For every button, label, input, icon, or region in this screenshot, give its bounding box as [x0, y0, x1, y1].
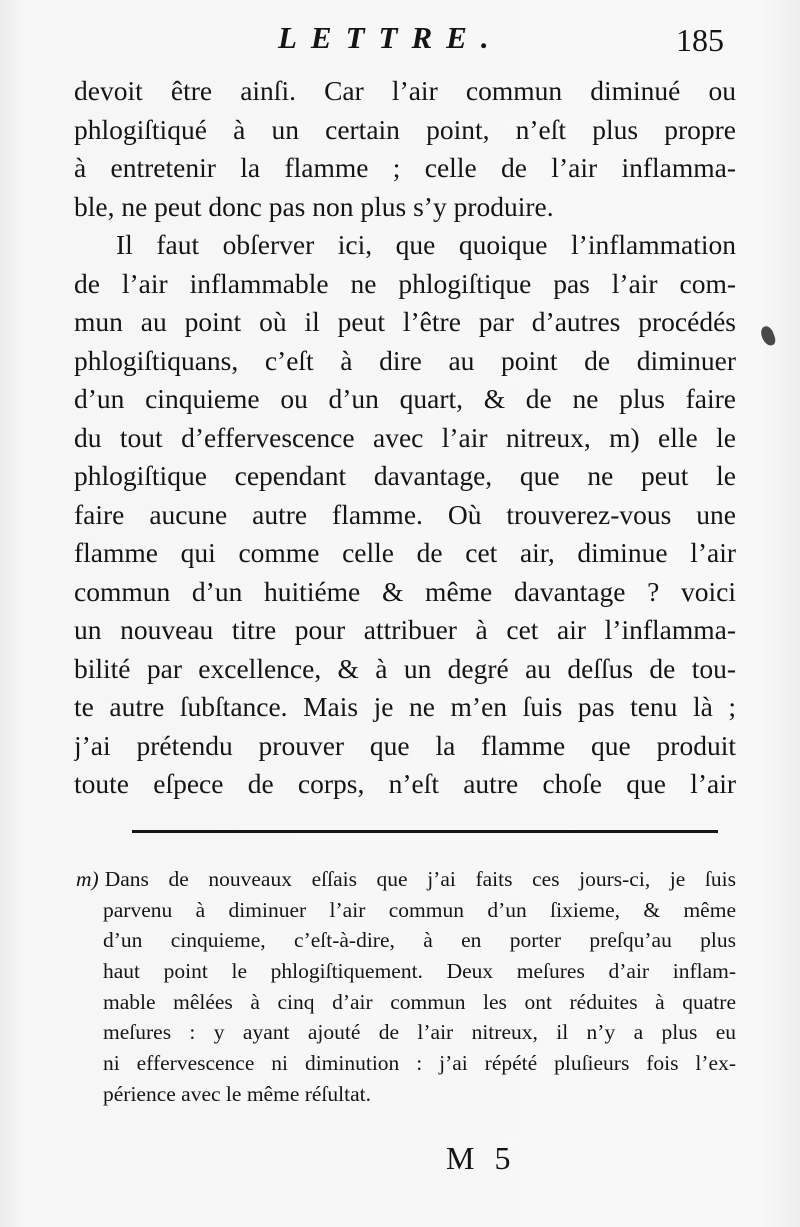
main-text	[74, 72, 736, 804]
text-line: faire aucune autre flamme. Où trouverez-vous une	[74, 498, 736, 530]
text-line: flamme qui comme celle de cet air, diminue l’air	[74, 537, 736, 568]
text-line: phlogiſtiqué à un certain point, n’eſt plus propre	[74, 113, 736, 145]
text-line: commun d’un huitiéme & même davantage ? voici	[74, 575, 736, 607]
text-line: de l’air inflammable ne phlogiſtique pas l’air com-	[74, 267, 736, 299]
text-line: du tout d’effervescence avec l’air nitreux, m) elle le	[74, 421, 736, 453]
footnote-divider	[132, 830, 718, 833]
text-line: devoit être ainſi. Car l’air commun diminué ou	[74, 75, 736, 106]
footnote-marker: m)	[76, 867, 99, 891]
footnote-line: d’un cinquieme, c’eſt-à-dire, à en porter preſqu’au plus	[103, 928, 736, 953]
page-number: 185	[676, 22, 724, 58]
text-line: phlogiſtique cependant davantage, que ne peut le	[74, 460, 736, 491]
text-line: mun au point où il peut l’être par d’autres procédés	[74, 306, 736, 337]
running-title: LETTRE.	[278, 20, 503, 55]
footnote	[76, 864, 736, 1110]
page-header	[0, 18, 800, 58]
text-line: d’un cinquieme ou d’un quart, & de ne plus faire	[74, 383, 736, 414]
footnote-text: Dans de nouveaux eſſais que j’ai faits ces jours-ci, je ſuis	[104, 867, 736, 891]
footnote-line: meſures : y ayant ajouté de l’air nitreux, il n’y a plus eu	[103, 1020, 736, 1045]
text-line: toute eſpece de corps, n’eſt autre choſe que l’air	[74, 768, 736, 799]
footnote-line: mable mêlées à cinq d’air commun les ont réduites à quatre	[103, 989, 736, 1014]
text-line: ble, ne peut donc pas non plus s’y produire.	[74, 190, 554, 222]
text-line: un nouveau titre pour attribuer à cet air l’inflamma-	[74, 614, 736, 645]
ink-speck	[759, 325, 777, 348]
text-line: j’ai prétendu prouver que la flamme que produit	[74, 729, 736, 761]
footnote-line: parvenu à diminuer l’air commun d’un ſixieme, & même	[103, 897, 736, 922]
footnote-line: périence avec le même réſultat.	[103, 1081, 371, 1106]
text-line: phlogiſtiquans, c’eſt à dire au point de diminuer	[74, 344, 736, 376]
signature-mark: M 5	[446, 1140, 517, 1176]
footnote-line: haut point le phlogiſtiquement. Deux meſures d’air inflam-	[103, 959, 736, 984]
text-line: bilité par excellence, & à un degré au deſſus de tou-	[74, 652, 736, 684]
text-line: te autre ſubſtance. Mais je ne m’en ſuis pas tenu là ;	[74, 691, 736, 722]
text-line: à entretenir la flamme ; celle de l’air inflamma-	[74, 152, 736, 183]
footnote-line: ni effervescence ni diminution : j’ai répété pluſieurs fois l’ex-	[103, 1051, 736, 1076]
footnote-line	[76, 864, 736, 895]
text-line: Il faut obſerver ici, que quoique l’inflammation	[116, 229, 736, 260]
